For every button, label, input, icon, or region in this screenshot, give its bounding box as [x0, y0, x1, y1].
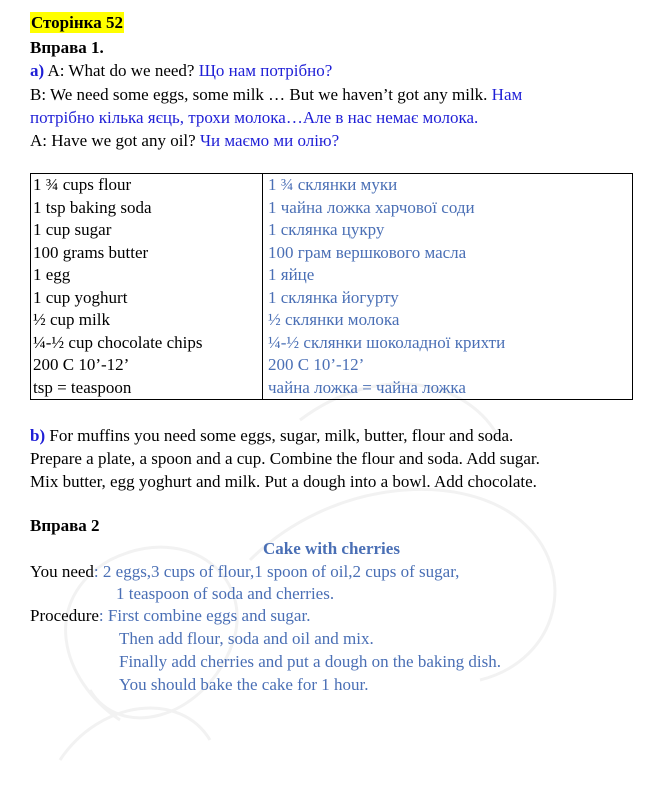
procedure-text-4: You should bake the cake for 1 hour. — [119, 675, 369, 694]
part-b-line-1 — [30, 425, 513, 447]
table-cell-ua: 1 ¾ склянки муки — [268, 175, 398, 194]
table-row — [31, 354, 633, 377]
recipe-title: Cake with cherries — [263, 539, 400, 558]
table-cell-en: 1 ¾ cups flour — [31, 174, 263, 197]
dialogue-b-en: B: We need some eggs, some milk … But we haven’t got any milk. — [30, 85, 488, 104]
dialogue-b-ua: потрібно кілька яєць, трохи молока…Але в нас немає молока. — [30, 108, 479, 127]
table-cell-en: 1 cup yoghurt — [31, 287, 263, 310]
table-cell-en: ¼-½ cup chocolate chips — [31, 332, 263, 355]
procedure-text-1: : First combine eggs and sugar. — [98, 606, 311, 625]
table-row — [31, 174, 633, 197]
you-need-line-1 — [30, 561, 459, 583]
table-cell-ua: 200 C 10’-12’ — [268, 355, 365, 374]
part-b-text-3: Mix butter, egg yoghurt and milk. Put a dough into a bowl. Add chocolate. — [30, 472, 537, 491]
table-cell-ua: 1 склянка йогурту — [268, 287, 399, 307]
exercise-2-heading: Вправа 2 — [30, 516, 100, 535]
exercise-1-heading: Вправа 1. — [30, 38, 104, 57]
table-cell-en: 1 egg — [31, 264, 263, 287]
table-cell-ua: 100 грам вершкового масла — [268, 242, 467, 262]
table-row — [31, 309, 633, 332]
dialogue-b-ua-start: Нам — [491, 85, 523, 104]
you-need-label: You need — [30, 562, 94, 581]
table-cell-ua: чайна ложка = чайна ложка — [268, 377, 466, 397]
dialogue-line-a3 — [30, 130, 339, 152]
dialogue-line-a1 — [30, 60, 332, 82]
table-row — [31, 242, 633, 265]
table-row — [31, 332, 633, 355]
you-need-text-1: : 2 eggs,3 cups of flour,1 spoon of oil,2 cups of sugar, — [93, 562, 460, 581]
table-row — [31, 197, 633, 220]
dialogue-a3-en: A: Have we got any oil? — [30, 131, 196, 150]
part-b-label: b) — [30, 426, 46, 445]
recipe-table — [30, 173, 633, 400]
table-cell-ua: 1 чайна ложка харчової соди — [268, 197, 475, 217]
table-row — [31, 264, 633, 287]
table-row — [31, 219, 633, 242]
you-need-text-2: 1 teaspoon of soda and cherries. — [116, 584, 335, 603]
part-b-text-2: Prepare a plate, a spoon and a cup. Combine the flour and soda. Add sugar. — [30, 449, 540, 468]
table-cell-ua: ½ склянки молока — [268, 310, 400, 329]
page-title: Сторінка 52 — [31, 13, 123, 32]
table-cell-en: ½ cup milk — [31, 309, 263, 332]
dialogue-a1-en: A: What do we need? — [47, 61, 195, 80]
procedure-line-1 — [30, 605, 310, 627]
table-cell-ua: ¼-½ склянки шоколадної крихти — [268, 332, 506, 352]
table-cell-en: 200 C 10’-12’ — [31, 354, 263, 377]
dialogue-line-b — [30, 84, 522, 106]
table-cell-en: 1 tsp baking soda — [31, 197, 263, 220]
table-cell-en: 1 cup sugar — [31, 219, 263, 242]
procedure-text-2: Then add flour, soda and oil and mix. — [119, 629, 374, 648]
procedure-text-3: Finally add cherries and put a dough on the baking dish. — [119, 652, 501, 671]
procedure-label: Procedure — [30, 606, 99, 625]
part-b-text-1: For muffins you need some eggs, sugar, milk, butter, flour and soda. — [49, 426, 514, 445]
table-cell-en: 100 grams butter — [31, 242, 263, 265]
dialogue-a1-ua: Що нам потрібно? — [198, 61, 333, 80]
table-row — [31, 287, 633, 310]
table-cell-en: tsp = teaspoon — [31, 377, 263, 400]
table-cell-ua: 1 яйце — [268, 265, 315, 284]
part-a-label: a) — [30, 61, 45, 80]
table-cell-ua: 1 склянка цукру — [268, 220, 385, 239]
table-row — [31, 377, 633, 400]
dialogue-a3-ua: Чи маємо ми олію? — [199, 131, 340, 150]
